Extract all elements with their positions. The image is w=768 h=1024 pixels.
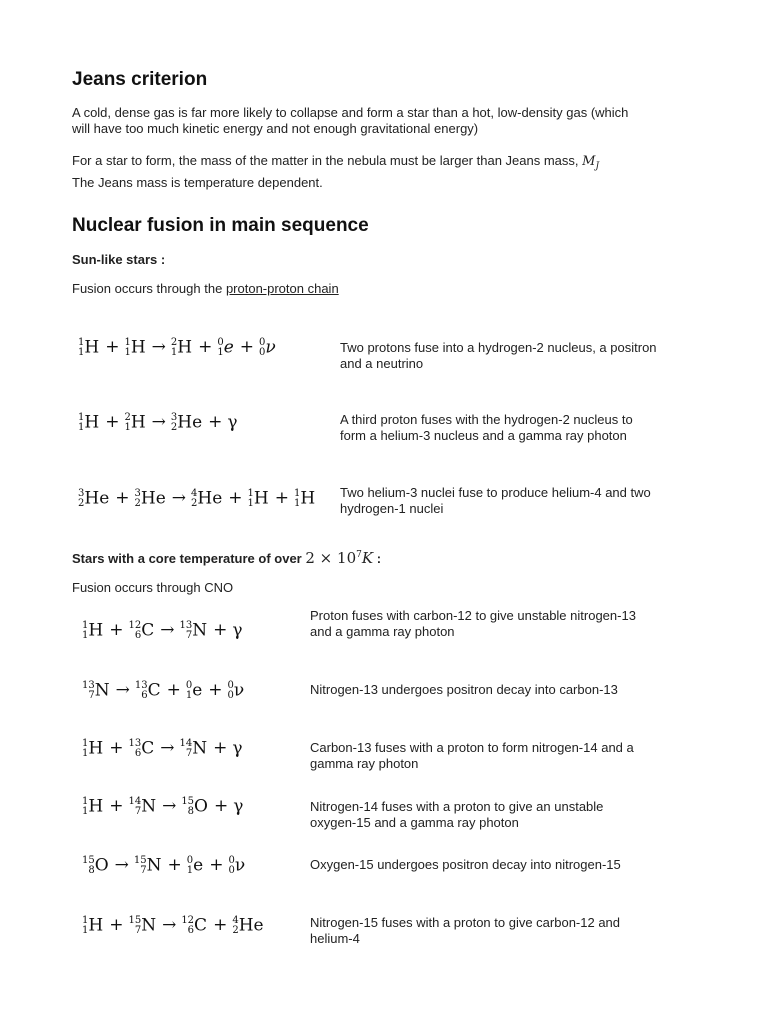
plus-sign: +	[228, 488, 243, 508]
cno-equation-1	[82, 620, 243, 641]
pp-chain-intro	[72, 281, 339, 297]
reaction-arrow: →	[160, 738, 175, 758]
nuclide-γ: γ	[232, 620, 243, 641]
nuclide-H: 1 1 H	[82, 914, 104, 936]
jeans-paragraph-2-line-2: The Jeans mass is temperature dependent.	[72, 174, 323, 190]
cno-step-6-description: Nitrogen-15 fuses with a proton to give carbon-12 and helium-4	[310, 915, 621, 946]
nuclide-H: 1 1 H	[82, 737, 104, 759]
nuclide-H: 1 1 H	[78, 411, 100, 433]
nuclide-He: 3 2 He	[78, 487, 110, 509]
nuclide-He: 3 2 He	[134, 487, 166, 509]
plus-sign: +	[274, 488, 289, 508]
jeans-paragraph-1-line-2: will have too much kinetic energy and not enough gravitational energy)	[72, 121, 479, 136]
hot-stars-label: Stars with a core temperature of over $2 \times 10^7K$ :	[72, 549, 382, 567]
nuclide-ν: 0 0 ν	[227, 679, 245, 701]
cno-equation-6	[82, 915, 265, 936]
nuclide-N: 15 7 N	[128, 914, 157, 936]
jeans-paragraph-1	[72, 105, 628, 137]
plus-sign: +	[198, 337, 213, 357]
jeans-paragraph-2	[72, 153, 599, 191]
nuclide-H: 1 1 H	[294, 487, 316, 509]
plus-sign: +	[109, 796, 124, 816]
nuclide-γ: γ	[227, 412, 238, 433]
pp-step-3-description: Two helium-3 nuclei fuse to produce helium-4 and two hydrogen-1 nuclei	[340, 485, 651, 516]
plus-sign: +	[208, 412, 223, 432]
nuclide-N: 15 7 N	[133, 854, 162, 876]
nuclide-He: 4 2 He	[191, 487, 223, 509]
cno-equation-4	[82, 796, 244, 817]
reaction-arrow: →	[115, 680, 130, 700]
cno-equation-5	[82, 855, 246, 876]
plus-sign: +	[213, 915, 228, 935]
nuclide-N: 13 7 N	[82, 679, 110, 701]
plus-sign: +	[105, 337, 120, 357]
jeans-mass-text: For a star to form, the mass of the matter in the nebula must be larger than Jeans mass,	[72, 153, 579, 168]
nuclide-C: 13 6 C	[128, 737, 155, 759]
nuclide-e: 0 1 e	[217, 336, 234, 358]
reaction-arrow: →	[162, 915, 177, 935]
nuclide-H: 2 1 H	[170, 336, 193, 358]
plus-sign: +	[166, 680, 181, 700]
nuclide-H: 1 1 H	[82, 795, 104, 817]
reaction-arrow: →	[151, 412, 166, 432]
fusion-heading: Nuclear fusion in main sequence	[72, 215, 369, 236]
nuclide-H: 1 1 H	[124, 336, 146, 358]
cno-step-3-description: Carbon-13 fuses with a proton to form nitrogen-14 and a gamma ray photon	[310, 740, 634, 771]
pp-chain-intro-text: Fusion occurs through the	[72, 281, 223, 296]
nuclide-C: 13 6 C	[134, 679, 161, 701]
plus-sign: +	[209, 855, 224, 875]
nuclide-e: 0 1 e	[186, 854, 204, 876]
nuclide-N: 14 7 N	[179, 737, 208, 759]
nuclide-C: 12 6 C	[181, 914, 208, 936]
plus-sign: +	[105, 412, 120, 432]
nuclide-C: 12 6 C	[128, 619, 155, 641]
plus-sign: +	[115, 488, 130, 508]
cno-step-4-description: Nitrogen-14 fuses with a proton to give an unstable oxygen-15 and a gamma ray photon	[310, 799, 604, 830]
cno-step-2-description: Nitrogen-13 undergoes positron decay into carbon-13	[310, 682, 618, 697]
plus-sign: +	[109, 915, 124, 935]
jeans-mass-symbol: $M_J$	[582, 154, 600, 172]
plus-sign: +	[109, 620, 124, 640]
pp-step-2-description: A third proton fuses with the hydrogen-2 nucleus to form a helium-3 nucleus and a gamma ray photon	[340, 412, 633, 443]
cno-equation-2	[82, 680, 245, 701]
nuclide-He: 3 2 He	[170, 411, 203, 433]
nuclide-N: 13 7 N	[179, 619, 208, 641]
cno-step-5-description: Oxygen-15 undergoes positron decay into nitrogen-15	[310, 857, 621, 872]
cno-equation-3	[82, 738, 243, 759]
reaction-arrow: →	[171, 488, 187, 508]
reaction-arrow: →	[160, 620, 175, 640]
nuclide-N: 14 7 N	[128, 795, 157, 817]
jeans-paragraph-1-line-1: A cold, dense gas is far more likely to collapse and form a star than a hot, low-density gas (which	[72, 105, 629, 120]
sunlike-stars-label: Sun-like stars :	[72, 252, 166, 267]
plus-sign: +	[213, 620, 228, 640]
reaction-arrow: →	[162, 796, 177, 816]
plus-sign: +	[213, 796, 229, 816]
core-temperature-value: $2 \times 10^7K$	[305, 549, 374, 567]
plus-sign: +	[109, 738, 124, 758]
plus-sign: +	[213, 738, 228, 758]
nuclide-ν: 0 0 ν	[259, 336, 276, 358]
cno-intro: Fusion occurs through CNO	[72, 580, 234, 595]
nuclide-H: 1 1 H	[82, 619, 104, 641]
nuclide-He: 4 2 He	[232, 914, 264, 936]
pp-equation-3	[78, 488, 316, 509]
cno-step-1-description: Proton fuses with carbon-12 to give unstable nitrogen-13 and a gamma ray photon	[310, 608, 636, 639]
nuclide-γ: γ	[233, 796, 244, 817]
reaction-arrow: →	[114, 855, 129, 875]
plus-sign: +	[208, 680, 223, 700]
jeans-paragraph-2-line-1	[72, 153, 599, 175]
proton-proton-chain-link[interactable]: proton-proton chain	[225, 281, 339, 296]
jeans-heading: Jeans criterion	[72, 69, 208, 90]
nuclide-H: 1 1 H	[78, 336, 100, 358]
nuclide-γ: γ	[232, 738, 243, 759]
pp-step-1-description: Two protons fuse into a hydrogen-2 nucleus, a positron and a neutrino	[340, 340, 657, 371]
nuclide-H: 1 1 H	[247, 487, 269, 509]
pp-equation-1	[78, 337, 277, 358]
nuclide-e: 0 1 e	[185, 679, 203, 701]
reaction-arrow: →	[151, 337, 166, 357]
nuclide-H: 2 1 H	[124, 411, 146, 433]
nuclide-ν: 0 0 ν	[228, 854, 246, 876]
pp-equation-2	[78, 412, 239, 433]
nuclide-O: 15 8 O	[82, 854, 109, 876]
plus-sign: +	[239, 337, 255, 357]
nuclide-O: 15 8 O	[181, 795, 208, 817]
plus-sign: +	[167, 855, 182, 875]
